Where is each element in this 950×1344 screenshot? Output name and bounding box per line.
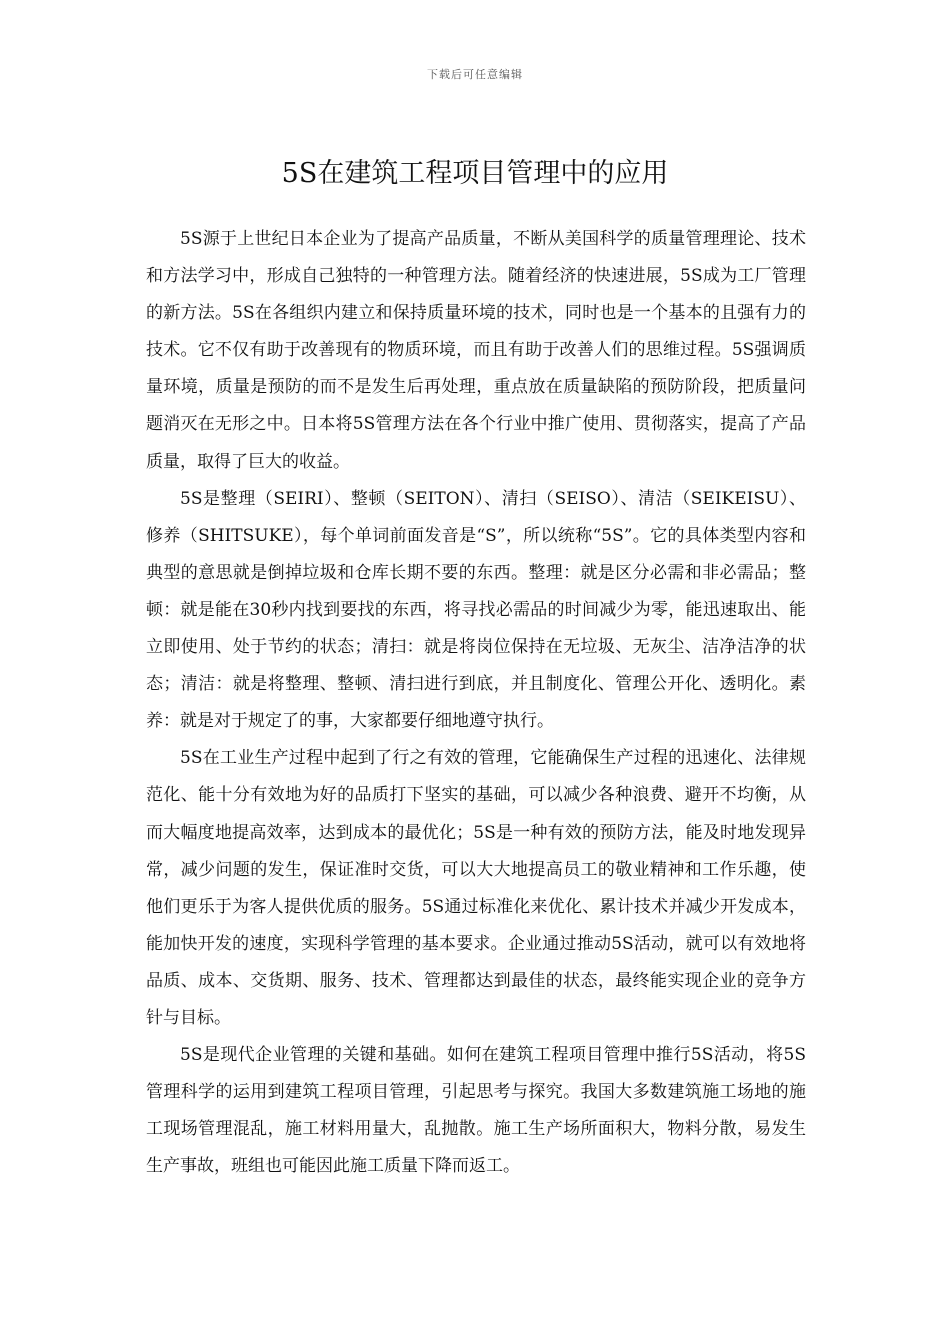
- paragraph-2: 5S是整理（SEIRI）、整顿（SEITON）、清扫（SEISO）、清洁（SEIKEISU）、修养（SHITSUKE），每个单词前面发音是“S”，所以统称“5S”。它的具体类型内容和典型的意思就是倒掉垃圾和仓库长期不要的东西。整理：就是区分必需和非必需品；整顿：就是能在30秒内找到要找的东西，将寻找必需品的时间减少为零，能迅速取出、能立即使用、处于节约的状态；清扫：就是将岗位保持在无垃圾、无灰尘、洁净洁净的状态；清洁：就是将整理、整顿、清扫进行到底，并且制度化、管理公开化、透明化。素养：就是对于规定了的事，大家都要仔细地遵守执行。: [146, 488, 806, 732]
- document-body: [146, 221, 806, 1185]
- header-note: 下载后可任意编辑: [427, 68, 523, 81]
- paragraph-3: 5S在工业生产过程中起到了行之有效的管理，它能确保生产过程的迅速化、法律规范化、能十分有效地为好的品质打下坚实的基础，可以减少各种浪费、避开不均衡，从而大幅度地提高效率，达到成本的最优化；5S是一种有效的预防方法，能及时地发现异常，减少问题的发生，保证准时交货，可以大大地提高员工的敬业精神和工作乐趣，使他们更乐于为客人提供优质的服务。5S通过标准化来优化、累计技术并减少开发成本，能加快开发的速度，实现科学管理的基本要求。企业通过推动5S活动，就可以有效地将品质、成本、交货期、服务、技术、管理都达到最佳的状态，最终能实现企业的竞争方针与目标。: [146, 748, 806, 1028]
- paragraph-4: 5S是现代企业管理的关键和基础。如何在建筑工程项目管理中推行5S活动，将5S管理科学的运用到建筑工程项目管理，引起思考与探究。我国大多数建筑施工场地的施工现场管理混乱，施工材料用量大，乱抛散。施工生产场所面积大，物料分散，易发生生产事故，班组也可能因此施工质量下降而返工。: [146, 1045, 806, 1177]
- paragraph-1: 5S源于上世纪日本企业为了提高产品质量，不断从美国科学的质量管理理论、技术和方法学习中，形成自己独特的一种管理方法。随着经济的快速进展，5S成为工厂管理的新方法。5S在各组织内建立和保持质量环境的技术，同时也是一个基本的且强有力的技术。它不仅有助于改善现有的物质环境，而且有助于改善人们的思维过程。5S强调质量环境，质量是预防的而不是发生后再处理，重点放在质量缺陷的预防阶段，把质量问题消灭在无形之中。日本将5S管理方法在各个行业中推广使用、贯彻落实，提高了产品质量，取得了巨大的收益。: [146, 229, 806, 472]
- document-title: 5S在建筑工程项目管理中的应用: [281, 158, 669, 189]
